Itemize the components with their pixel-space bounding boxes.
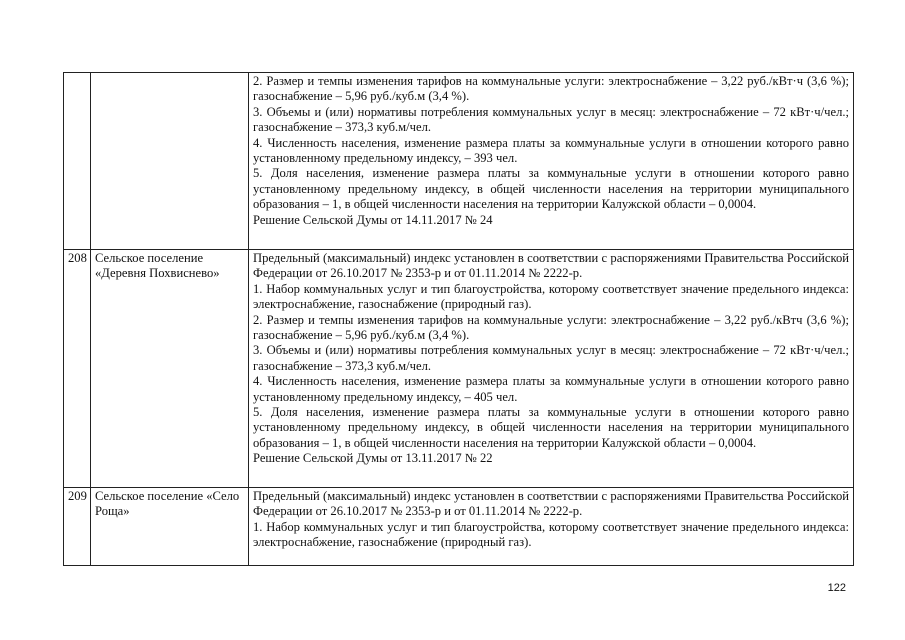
paragraph: 4. Численность населения, изменение размера платы за коммунальные услуги в отношении которого равно установленному предельному индексу, – 405 чел.	[253, 374, 849, 404]
table-row	[64, 250, 854, 488]
paragraph: 2. Размер и темпы изменения тарифов на коммунальные услуги: электроснабжение – 3,22 руб./кВтч (3,6 %); газоснабжение – 5,96 руб./куб.м (3,4 %).	[253, 312, 849, 343]
page-number: 122	[827, 582, 846, 594]
row-number	[64, 73, 91, 250]
paragraph: 1. Набор коммунальных услуг и тип благоустройства, которому соответствует значение предельного индекса: электроснабжение, газоснабжение (природный газ).	[253, 519, 849, 550]
settlement-name: Сельское поселение «Село Роща»	[91, 488, 249, 566]
decision-reference: Решение Сельской Думы от 13.11.2017 № 22	[253, 451, 493, 466]
paragraph: 5. Доля населения, изменение размера платы за коммунальные услуги в отношении которого равно установленному предельному индексу, в общей численности населения на территории муниципального образования – 1, в общей численности населения на территории Калужской области – 0,0004.	[253, 166, 849, 212]
table-row	[64, 488, 854, 566]
paragraph: 5. Доля населения, изменение размера платы за коммунальные услуги в отношении которого равно установленному предельному индексу, в общей численности населения на территории муниципального образования – 1, в общей численности населения на территории Калужской области – 0,0004.	[253, 405, 849, 450]
settlement-name: Сельское поселение «Деревня Похвиснево»	[91, 250, 249, 488]
paragraph: Предельный (максимальный) индекс установлен в соответствии с распоряжениями Правительства Российской Федерации от 26.10.2017 № 2353-р и от 01.11.2014 № 2222-р.	[253, 489, 849, 519]
paragraph: 3. Объемы и (или) нормативы потребления коммунальных услуг в месяц: электроснабжение – 72 кВт·ч/чел.; газоснабжение – 373,3 куб.м/чел.	[253, 104, 849, 135]
row-description	[249, 250, 854, 488]
table-row	[64, 73, 854, 250]
paragraph: 2. Размер и темпы изменения тарифов на коммунальные услуги: электроснабжение – 3,22 руб./кВт·ч (3,6 %); газоснабжение – 5,96 руб./куб.м (3,4 %).	[253, 74, 849, 104]
row-description	[249, 73, 854, 250]
row-number: 208	[64, 250, 91, 488]
paragraph: 3. Объемы и (или) нормативы потребления коммунальных услуг в месяц: электроснабжение – 72 кВт·ч/чел.; газоснабжение – 373,3 куб.м/чел.	[253, 343, 849, 373]
tariff-index-table	[63, 72, 854, 566]
paragraph: 4. Численность населения, изменение размера платы за коммунальные услуги в отношении которого равно установленному предельному индексу, – 393 чел.	[253, 135, 849, 166]
paragraph: 1. Набор коммунальных услуг и тип благоустройства, которому соответствует значение предельного индекса: электроснабжение, газоснабжение (природный газ).	[253, 281, 849, 312]
row-number: 209	[64, 488, 91, 566]
row-description	[249, 488, 854, 566]
paragraph: Предельный (максимальный) индекс установлен в соответствии с распоряжениями Правительства Российской Федерации от 26.10.2017 № 2353-р и от 01.11.2014 № 2222-р.	[253, 251, 849, 281]
decision-reference: Решение Сельской Думы от 14.11.2017 № 24	[253, 212, 493, 227]
settlement-name	[91, 73, 249, 250]
